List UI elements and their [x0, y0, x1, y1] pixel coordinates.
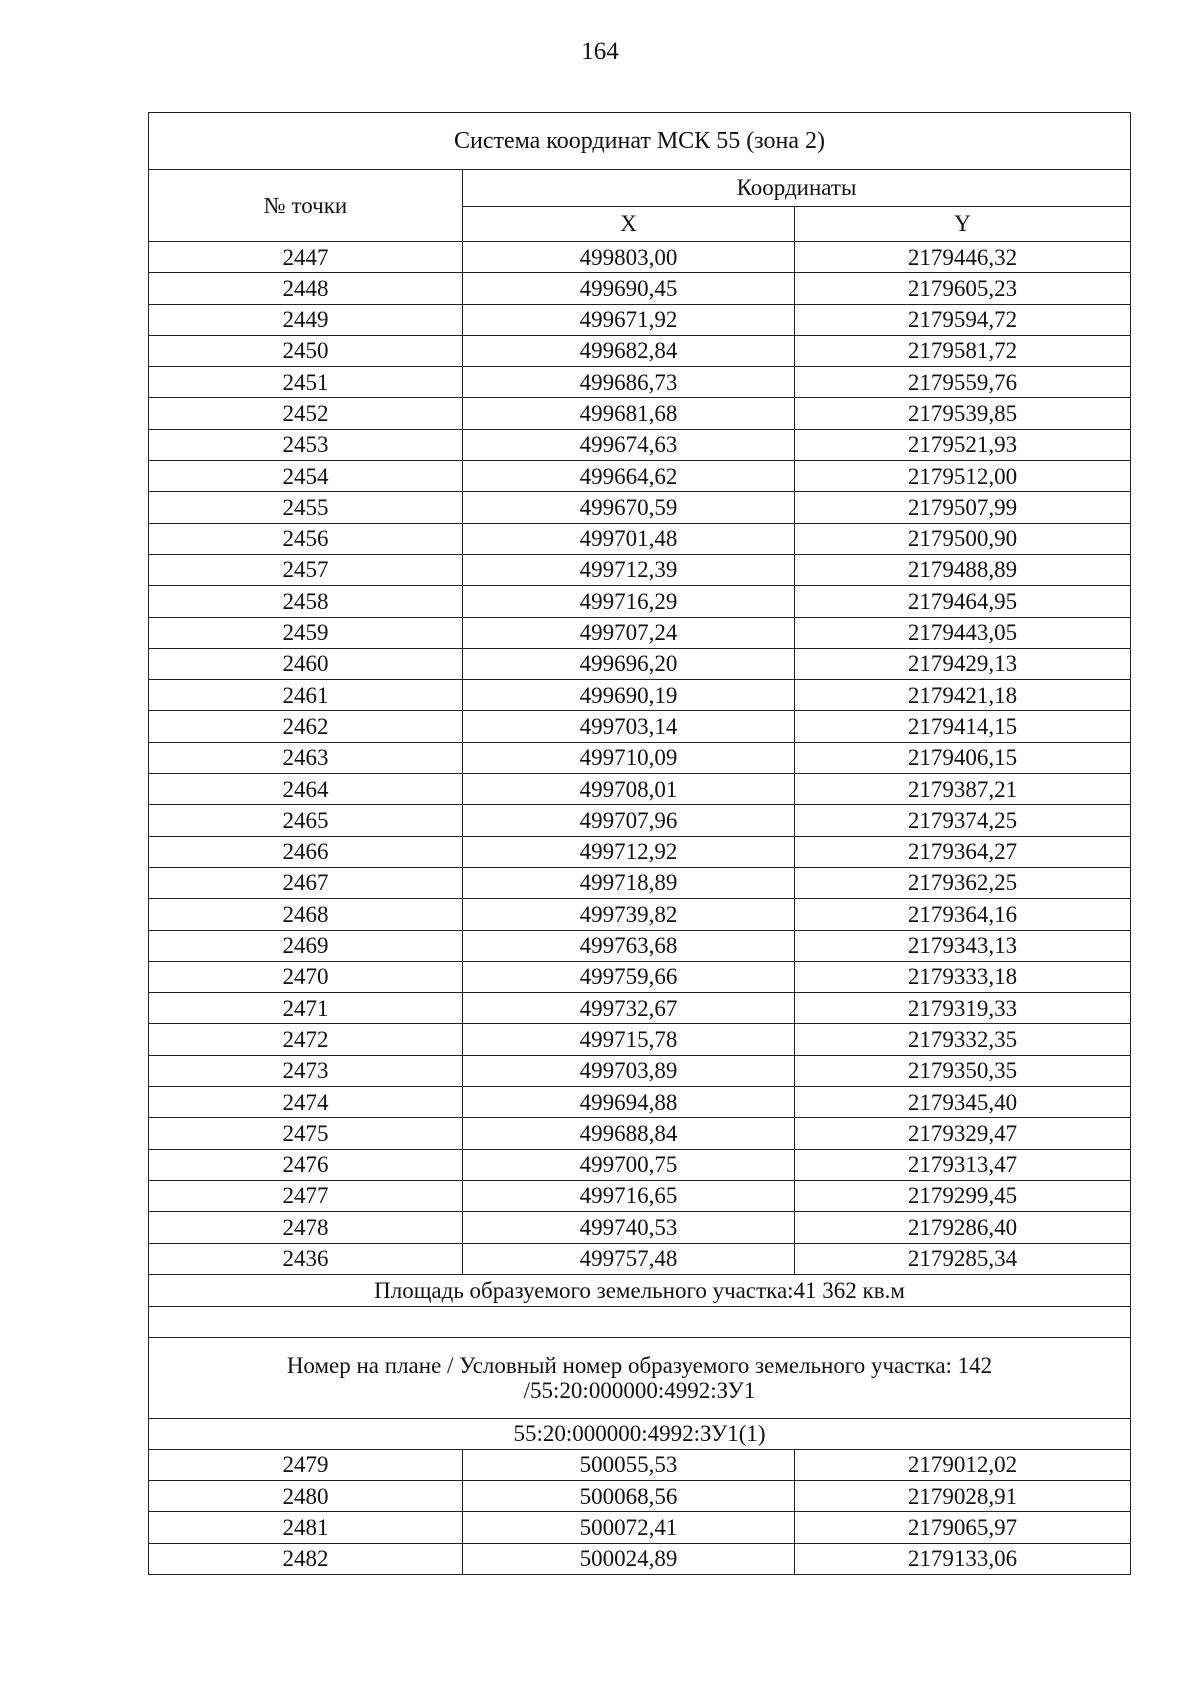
x-coordinate-cell: 500055,53: [463, 1449, 795, 1480]
x-coordinate-cell: 499701,48: [463, 523, 795, 554]
point-number-cell: 2475: [149, 1118, 463, 1149]
x-coordinate-cell: 499664,62: [463, 461, 795, 492]
x-coordinate-cell: 499739,82: [463, 899, 795, 930]
x-coordinate-cell: 499703,89: [463, 1055, 795, 1086]
point-number-cell: 2466: [149, 836, 463, 867]
table-row: [149, 1512, 1131, 1543]
table-row: [149, 1087, 1131, 1118]
y-coordinate-cell: 2179350,35: [795, 1055, 1131, 1086]
y-coordinate-cell: 2179559,76: [795, 367, 1131, 398]
x-coordinate-cell: 499703,14: [463, 711, 795, 742]
point-number-cell: 2476: [149, 1149, 463, 1180]
x-coordinate-cell: 499696,20: [463, 648, 795, 679]
y-coordinate-cell: 2179488,89: [795, 554, 1131, 585]
table-row: [149, 1180, 1131, 1211]
table-row: [149, 461, 1131, 492]
y-coordinate-cell: 2179443,05: [795, 617, 1131, 648]
coordinates-header: Координаты: [463, 170, 1131, 207]
x-coordinate-cell: 500072,41: [463, 1512, 795, 1543]
x-coordinate-cell: 499707,24: [463, 617, 795, 648]
point-number-cell: 2463: [149, 742, 463, 773]
point-number-cell: 2451: [149, 367, 463, 398]
point-number-cell: 2459: [149, 617, 463, 648]
point-number-cell: 2450: [149, 335, 463, 366]
table-row: [149, 680, 1131, 711]
y-coordinate-cell: 2179406,15: [795, 742, 1131, 773]
table-row: [149, 335, 1131, 366]
point-number-cell: 2468: [149, 899, 463, 930]
table-row: [149, 1449, 1131, 1480]
x-coordinate-cell: 499690,19: [463, 680, 795, 711]
point-number-cell: 2464: [149, 774, 463, 805]
point-number-cell: 2471: [149, 993, 463, 1024]
point-number-cell: 2465: [149, 805, 463, 836]
x-coordinate-cell: 500068,56: [463, 1481, 795, 1512]
table-row: [149, 1543, 1131, 1574]
table-row: [149, 1243, 1131, 1274]
x-coordinate-cell: 499716,29: [463, 586, 795, 617]
table-row: [149, 1024, 1131, 1055]
point-number-cell: 2454: [149, 461, 463, 492]
point-number-cell: 2482: [149, 1543, 463, 1574]
x-coordinate-cell: 499708,01: [463, 774, 795, 805]
table-row: [149, 961, 1131, 992]
x-coordinate-cell: 499803,00: [463, 242, 795, 273]
point-number-cell: 2469: [149, 930, 463, 961]
point-number-cell: 2436: [149, 1243, 463, 1274]
y-coordinate-cell: 2179333,18: [795, 961, 1131, 992]
y-coordinate-cell: 2179581,72: [795, 335, 1131, 366]
y-coordinate-cell: 2179329,47: [795, 1118, 1131, 1149]
x-coordinate-cell: 500024,89: [463, 1543, 795, 1574]
y-coordinate-cell: 2179319,33: [795, 993, 1131, 1024]
y-coordinate-cell: 2179362,25: [795, 867, 1131, 898]
y-coordinate-cell: 2179332,35: [795, 1024, 1131, 1055]
y-coordinate-cell: 2179343,13: [795, 930, 1131, 961]
y-coordinate-cell: 2179285,34: [795, 1243, 1131, 1274]
y-coordinate-cell: 2179028,91: [795, 1481, 1131, 1512]
y-coordinate-cell: 2179539,85: [795, 398, 1131, 429]
x-coordinate-cell: 499710,09: [463, 742, 795, 773]
point-number-cell: 2479: [149, 1449, 463, 1480]
x-coordinate-cell: 499718,89: [463, 867, 795, 898]
y-coordinate-cell: 2179507,99: [795, 492, 1131, 523]
y-coordinate-cell: 2179133,06: [795, 1543, 1131, 1574]
x-coordinate-cell: 499757,48: [463, 1243, 795, 1274]
y-header: Y: [795, 207, 1131, 242]
table-row: [149, 742, 1131, 773]
table-row: [149, 774, 1131, 805]
x-coordinate-cell: 499681,68: [463, 398, 795, 429]
y-coordinate-cell: 2179464,95: [795, 586, 1131, 617]
point-number-cell: 2477: [149, 1180, 463, 1211]
x-coordinate-cell: 499759,66: [463, 961, 795, 992]
point-number-cell: 2472: [149, 1024, 463, 1055]
x-coordinate-cell: 499670,59: [463, 492, 795, 523]
x-coordinate-cell: 499732,67: [463, 993, 795, 1024]
point-number-cell: 2449: [149, 304, 463, 335]
table-row: [149, 1149, 1131, 1180]
y-coordinate-cell: 2179521,93: [795, 429, 1131, 460]
table-row: [149, 993, 1131, 1024]
x-coordinate-cell: 499716,65: [463, 1180, 795, 1211]
point-number-cell: 2458: [149, 586, 463, 617]
y-coordinate-cell: 2179421,18: [795, 680, 1131, 711]
point-number-cell: 2447: [149, 242, 463, 273]
table-row: [149, 617, 1131, 648]
y-coordinate-cell: 2179313,47: [795, 1149, 1131, 1180]
y-coordinate-cell: 2179500,90: [795, 523, 1131, 554]
point-number-cell: 2452: [149, 398, 463, 429]
x-coordinate-cell: 499682,84: [463, 335, 795, 366]
x-coordinate-cell: 499712,92: [463, 836, 795, 867]
table-row: [149, 492, 1131, 523]
table-row: [149, 429, 1131, 460]
y-coordinate-cell: 2179446,32: [795, 242, 1131, 273]
parcel-id: 55:20:000000:4992:ЗУ1(1): [149, 1418, 1131, 1449]
table-row: [149, 899, 1131, 930]
y-coordinate-cell: 2179414,15: [795, 711, 1131, 742]
blank-row: [149, 1306, 1131, 1337]
table-row: [149, 836, 1131, 867]
point-number-header: № точки: [149, 170, 463, 242]
table-title: Система координат МСК 55 (зона 2): [149, 113, 1131, 170]
point-number-cell: 2457: [149, 554, 463, 585]
y-coordinate-cell: 2179364,27: [795, 836, 1131, 867]
y-coordinate-cell: 2179299,45: [795, 1180, 1131, 1211]
table-row: [149, 586, 1131, 617]
y-coordinate-cell: 2179374,25: [795, 805, 1131, 836]
table-row: [149, 242, 1131, 273]
table-row: [149, 367, 1131, 398]
point-number-cell: 2448: [149, 273, 463, 304]
y-coordinate-cell: 2179429,13: [795, 648, 1131, 679]
point-number-cell: 2461: [149, 680, 463, 711]
table-row: [149, 273, 1131, 304]
point-number-cell: 2460: [149, 648, 463, 679]
x-coordinate-cell: 499715,78: [463, 1024, 795, 1055]
table-row: [149, 711, 1131, 742]
x-coordinate-cell: 499688,84: [463, 1118, 795, 1149]
point-number-cell: 2455: [149, 492, 463, 523]
table-row: [149, 805, 1131, 836]
table-row: [149, 1481, 1131, 1512]
point-number-cell: 2456: [149, 523, 463, 554]
y-coordinate-cell: 2179286,40: [795, 1212, 1131, 1243]
x-coordinate-cell: 499700,75: [463, 1149, 795, 1180]
x-coordinate-cell: 499674,63: [463, 429, 795, 460]
table-row: [149, 648, 1131, 679]
point-number-cell: 2480: [149, 1481, 463, 1512]
point-number-cell: 2478: [149, 1212, 463, 1243]
y-coordinate-cell: 2179345,40: [795, 1087, 1131, 1118]
plan-number-label: Номер на плане / Условный номер образуемого земельного участка: 142 /55:20:000000:4992:ЗУ1: [149, 1337, 1131, 1418]
x-coordinate-cell: 499686,73: [463, 367, 795, 398]
table-row: [149, 523, 1131, 554]
table-row: [149, 867, 1131, 898]
page-number: 164: [581, 38, 619, 65]
x-coordinate-cell: 499707,96: [463, 805, 795, 836]
area-summary: Площадь образуемого земельного участка:41 362 кв.м: [149, 1274, 1131, 1306]
table-row: [149, 1055, 1131, 1086]
x-coordinate-cell: 499694,88: [463, 1087, 795, 1118]
y-coordinate-cell: 2179387,21: [795, 774, 1131, 805]
coordinates-table: [148, 112, 1131, 1575]
point-number-cell: 2473: [149, 1055, 463, 1086]
table-row: [149, 1118, 1131, 1149]
table-row: [149, 554, 1131, 585]
y-coordinate-cell: 2179605,23: [795, 273, 1131, 304]
point-number-cell: 2462: [149, 711, 463, 742]
x-coordinate-cell: 499740,53: [463, 1212, 795, 1243]
x-coordinate-cell: 499712,39: [463, 554, 795, 585]
x-coordinate-cell: 499671,92: [463, 304, 795, 335]
point-number-cell: 2470: [149, 961, 463, 992]
y-coordinate-cell: 2179065,97: [795, 1512, 1131, 1543]
x-header: X: [463, 207, 795, 242]
y-coordinate-cell: 2179594,72: [795, 304, 1131, 335]
point-number-cell: 2481: [149, 1512, 463, 1543]
x-coordinate-cell: 499690,45: [463, 273, 795, 304]
y-coordinate-cell: 2179364,16: [795, 899, 1131, 930]
table-row: [149, 930, 1131, 961]
point-number-cell: 2467: [149, 867, 463, 898]
point-number-cell: 2453: [149, 429, 463, 460]
y-coordinate-cell: 2179512,00: [795, 461, 1131, 492]
table-row: [149, 398, 1131, 429]
table-row: [149, 1212, 1131, 1243]
y-coordinate-cell: 2179012,02: [795, 1449, 1131, 1480]
point-number-cell: 2474: [149, 1087, 463, 1118]
table-row: [149, 304, 1131, 335]
x-coordinate-cell: 499763,68: [463, 930, 795, 961]
